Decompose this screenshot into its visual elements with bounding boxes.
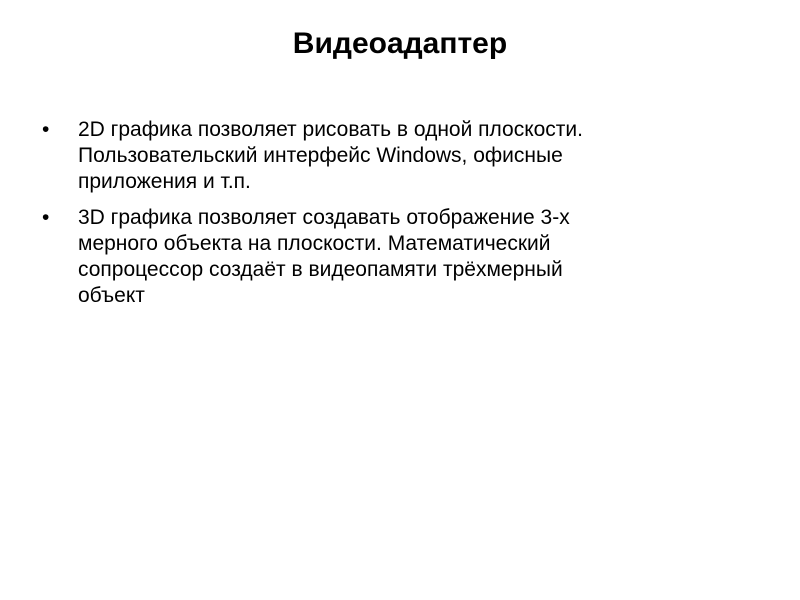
bullet-line: сопроцессор создаёт в видеопамяти трёхмерный bbox=[78, 258, 563, 281]
bullet-item-2d bbox=[40, 117, 740, 195]
bullet-line: 2D графика позволяет рисовать в одной плоскости. bbox=[78, 118, 583, 141]
bullet-dot-icon: • bbox=[42, 206, 50, 229]
bullet-dot-icon: • bbox=[42, 118, 50, 141]
slide-title: Видеоадаптер bbox=[292, 27, 508, 60]
bullet-line: 3D графика позволяет создавать отображение 3-х bbox=[78, 206, 570, 229]
bullet-item-3d bbox=[40, 205, 740, 309]
bullet-line: объект bbox=[78, 284, 145, 307]
bullet-line: приложения и т.п. bbox=[78, 170, 251, 193]
bullet-line: Пользовательский интерфейс Windows, офисные bbox=[78, 144, 563, 167]
bullet-list bbox=[40, 117, 740, 319]
bullet-line: мерного объекта на плоскости. Математический bbox=[78, 232, 551, 255]
